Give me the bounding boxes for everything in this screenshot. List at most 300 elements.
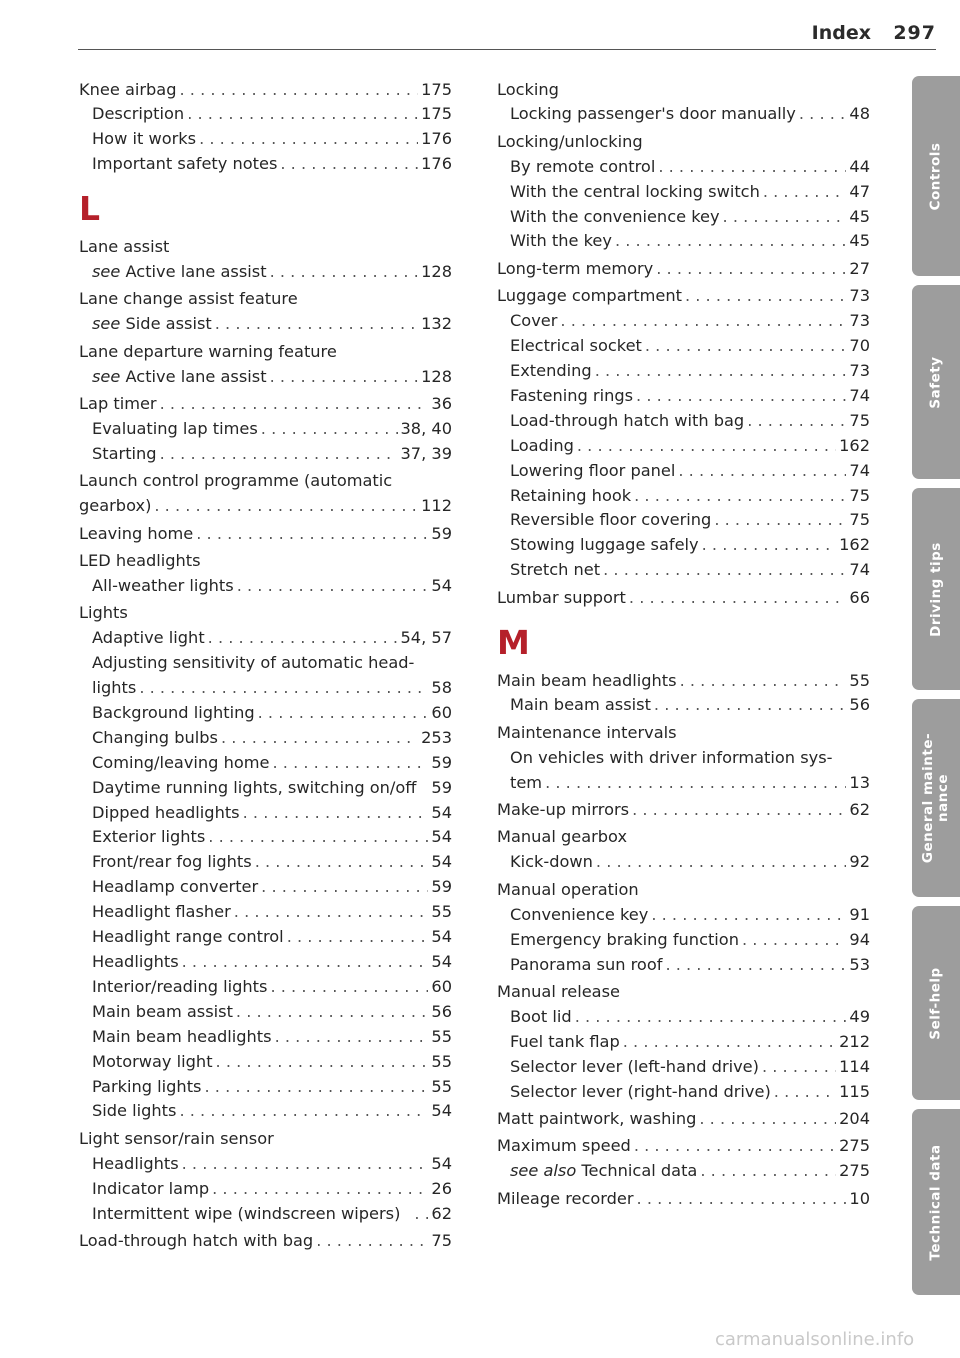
leader-dots (575, 1005, 847, 1030)
leader-dots (212, 1177, 428, 1202)
leader-dots (680, 669, 847, 694)
leader-dots (187, 102, 418, 127)
index-entry (497, 284, 870, 309)
index-entry (79, 1127, 452, 1152)
leader-dots (596, 850, 846, 875)
leader-dots (273, 751, 429, 776)
index-subentry (79, 651, 452, 676)
page-reference: 10 (849, 1188, 870, 1208)
entry-label: Headlight range control (92, 927, 284, 947)
index-subentry (497, 558, 870, 583)
leader-dots (160, 392, 429, 417)
leader-dots (270, 260, 419, 285)
page-reference: 66 (849, 587, 870, 607)
index-entry (79, 601, 452, 626)
page-reference: 54 (431, 827, 452, 847)
chapter-tab-self-help[interactable] (912, 906, 960, 1100)
leader-dots (685, 284, 846, 309)
leader-dots (723, 205, 847, 230)
index-subentry (497, 928, 870, 953)
page-reference: 26 (431, 1178, 452, 1198)
leader-dots (316, 1229, 428, 1254)
index-entry (497, 669, 870, 694)
entry-label: Boot lid (510, 1006, 572, 1026)
page-reference: 75 (431, 1230, 452, 1250)
page-reference: 54, 57 (400, 628, 452, 648)
index-subentry (497, 229, 870, 254)
index-subentry (497, 771, 870, 796)
index-subentry (497, 508, 870, 533)
page-reference: 58 (431, 678, 452, 698)
entry-label: Electrical socket (510, 336, 642, 356)
entry-label: Main beam assist (510, 695, 651, 715)
page-reference: 54 (431, 927, 452, 947)
entry-label: Starting (92, 443, 157, 463)
leader-dots (258, 701, 429, 726)
leader-dots (208, 626, 398, 651)
entry-label: Launch control programme (automatic (79, 471, 393, 491)
index-subentry (497, 850, 870, 875)
chapter-tab-label: Controls (927, 142, 944, 210)
index-entry (79, 494, 452, 519)
page-reference: 55 (431, 1076, 452, 1096)
chapter-tab-safety[interactable] (912, 285, 960, 479)
entry-label: Loading (510, 435, 574, 455)
entry-label: Kick-down (510, 852, 593, 872)
leader-dots (414, 1202, 428, 1227)
entry-text (510, 1159, 697, 1184)
leader-dots (182, 950, 429, 975)
page-reference: 73 (849, 311, 870, 331)
page-reference: 212 (839, 1031, 870, 1051)
index-column-right (497, 75, 870, 1212)
page-reference: 38, 40 (400, 418, 452, 438)
entry-label: Main beam assist (92, 1001, 233, 1021)
leader-dots (287, 925, 429, 950)
index-subentry (79, 950, 452, 975)
index-subentry (79, 1099, 452, 1124)
page-reference: 48 (849, 104, 870, 124)
leader-dots (208, 825, 428, 850)
entry-label: Knee airbag (79, 79, 177, 99)
leader-dots (199, 127, 418, 152)
index-subentry (79, 751, 452, 776)
entry-label: Important safety notes (92, 154, 278, 174)
leader-dots (656, 257, 846, 282)
entry-label: With the central locking switch (510, 181, 760, 201)
leader-dots (799, 102, 847, 127)
index-subentry (79, 442, 452, 467)
leader-dots (545, 771, 846, 796)
entry-label: Evaluating lap times (92, 418, 258, 438)
index-subentry (79, 1152, 452, 1177)
leader-dots (603, 558, 846, 583)
page-reference: 70 (849, 336, 870, 356)
leader-dots (623, 1030, 836, 1055)
entry-text (92, 365, 267, 390)
page-reference: 162 (839, 535, 870, 555)
leader-dots (577, 434, 836, 459)
index-entry (497, 878, 870, 903)
entry-label: Selector lever (left-hand drive) (510, 1056, 759, 1076)
page-reference: 54 (431, 1101, 452, 1121)
page-reference: 162 (839, 435, 870, 455)
page-reference: 54 (431, 802, 452, 822)
leader-dots (139, 676, 428, 701)
leader-dots (637, 1187, 847, 1212)
chapter-tab-controls[interactable] (912, 76, 960, 276)
index-entry (497, 1187, 870, 1212)
leader-dots (645, 334, 847, 359)
entry-label: Selector lever (right-hand drive) (510, 1081, 771, 1101)
page-reference: 59 (431, 877, 452, 897)
leader-dots (615, 229, 846, 254)
leader-dots (747, 409, 846, 434)
leader-dots (234, 900, 429, 925)
index-subentry (79, 102, 452, 127)
section-letter: L (79, 189, 101, 229)
index-subentry (497, 693, 870, 718)
leader-dots (700, 1159, 836, 1184)
index-subentry (79, 1202, 452, 1227)
entry-label: Make-up mirrors (497, 800, 630, 820)
entry-label: Main beam headlights (497, 670, 677, 690)
leader-dots (658, 155, 846, 180)
page-reference: 132 (421, 314, 452, 334)
page-reference: 56 (849, 695, 870, 715)
index-entry (497, 586, 870, 611)
page-reference: 115 (839, 1081, 870, 1101)
entry-label: Adjusting sensitivity of automatic head- (92, 653, 415, 673)
index-entry (497, 1134, 870, 1159)
page-reference: 59 (431, 777, 452, 797)
page-reference: 36 (431, 394, 452, 414)
chapter-tab-technical-data[interactable] (912, 1109, 960, 1295)
entry-label: Stretch net (510, 560, 601, 580)
index-subentry (497, 533, 870, 558)
entry-label: Changing bulbs (92, 727, 218, 747)
leader-dots (636, 384, 846, 409)
index-subentry (497, 459, 870, 484)
page-reference: 114 (839, 1056, 870, 1076)
entry-label: Main beam headlights (92, 1026, 272, 1046)
leader-dots (742, 928, 846, 953)
header-rule (78, 49, 936, 50)
entry-label: Technical data (581, 1161, 698, 1181)
page-reference: 94 (849, 929, 870, 949)
leader-dots (762, 1055, 836, 1080)
entry-label: Side assist (125, 314, 212, 334)
index-subentry (79, 574, 452, 599)
index-subentry (497, 359, 870, 384)
page-reference: 59 (431, 523, 452, 543)
index-subentry (79, 1177, 452, 1202)
entry-label: Convenience key (510, 904, 649, 924)
chapter-tab-label: Driving tips (927, 541, 944, 637)
entry-label: Leaving home (79, 523, 194, 543)
index-subentry (497, 1005, 870, 1030)
page-reference: 175 (421, 104, 452, 124)
entry-label: With the key (510, 231, 612, 251)
leader-dots (221, 726, 418, 751)
index-entry (497, 798, 870, 823)
index-entry (79, 235, 452, 260)
section-letter: M (497, 622, 530, 662)
entry-label: Matt paintwork, washing (497, 1108, 697, 1128)
page-reference: 55 (431, 902, 452, 922)
entry-label: Active lane assist (125, 262, 267, 282)
page-reference: 176 (421, 154, 452, 174)
index-entry (497, 721, 870, 746)
page-reference: 175 (421, 79, 452, 99)
page-reference: 60 (431, 976, 452, 996)
page-reference: 60 (431, 702, 452, 722)
leader-dots (261, 875, 428, 900)
index-subentry (79, 776, 452, 801)
page-reference: 74 (849, 460, 870, 480)
entry-label: Fastening rings (510, 385, 634, 405)
entry-label: gearbox) (79, 496, 152, 516)
leader-dots (665, 953, 846, 978)
leader-dots (216, 1050, 429, 1075)
page-reference: 62 (431, 1203, 452, 1223)
page-reference: 54 (431, 1153, 452, 1173)
entry-label: Adaptive light (92, 628, 205, 648)
index-entry (497, 78, 870, 103)
entry-label: Front/rear fog lights (92, 852, 252, 872)
entry-label: Maximum speed (497, 1136, 631, 1156)
index-subentry (497, 409, 870, 434)
entry-label: Lane assist (79, 237, 170, 257)
entry-label: Retaining hook (510, 485, 632, 505)
leader-dots (179, 1099, 428, 1124)
index-subentry (79, 1050, 452, 1075)
entry-label: LED headlights (79, 551, 201, 570)
leader-dots (763, 180, 847, 205)
index-subentry (79, 925, 452, 950)
page-reference: 91 (849, 904, 870, 924)
entry-text (92, 260, 267, 285)
chapter-tab-general-mainte-nance[interactable] (912, 699, 960, 897)
index-entry (79, 1229, 452, 1254)
page-reference: 75 (849, 410, 870, 430)
leader-dots (261, 417, 398, 442)
entry-label: By remote control (510, 156, 656, 176)
page-title: Index (811, 22, 871, 44)
index-subentry (497, 434, 870, 459)
index-subentry (79, 825, 452, 850)
page-reference: 204 (839, 1108, 870, 1128)
leader-dots (179, 78, 418, 103)
page-reference: 62 (849, 800, 870, 820)
entry-label: With the convenience key (510, 206, 720, 226)
index-subentry (79, 975, 452, 1000)
index-subentry (79, 701, 452, 726)
index-subentry (497, 746, 870, 771)
index-subentry (79, 900, 452, 925)
leader-dots (236, 1000, 428, 1025)
entry-label: Description (92, 104, 185, 124)
page-reference: 74 (849, 385, 870, 405)
index-subentry (79, 676, 452, 701)
entry-label: Daytime running lights, switching on/off (92, 777, 417, 797)
index-subentry (497, 484, 870, 509)
leader-dots (595, 359, 847, 384)
entry-label: Intermittent wipe (windscreen wipers) (92, 1203, 401, 1223)
index-subentry (79, 875, 452, 900)
page-reference: 74 (849, 560, 870, 580)
leader-dots (632, 798, 846, 823)
index-subentry (497, 102, 870, 127)
entry-label: Locking/unlocking (497, 131, 643, 151)
page-reference: 73 (849, 286, 870, 306)
index-entry (497, 1107, 870, 1132)
page-reference: 27 (849, 258, 870, 278)
entry-label: Dipped headlights (92, 802, 240, 822)
entry-label: Active lane assist (125, 366, 267, 386)
page-reference: 37, 39 (400, 443, 452, 463)
entry-label: All-weather lights (92, 575, 234, 595)
index-subentry (79, 152, 452, 177)
index-subentry (497, 205, 870, 230)
watermark: carmanualsonline.info (715, 1329, 915, 1350)
leader-dots (196, 522, 428, 547)
page-reference: 128 (421, 262, 452, 282)
index-entry (79, 549, 452, 574)
entry-label: Load-through hatch with bag (79, 1230, 314, 1250)
index-entry (79, 392, 452, 417)
leader-dots (629, 586, 846, 611)
page-reference: 275 (839, 1136, 870, 1156)
index-subentry (79, 1000, 452, 1025)
leader-dots (634, 484, 846, 509)
index-entry (79, 287, 452, 312)
leader-dots (699, 1107, 836, 1132)
index-column-left (79, 75, 452, 1254)
entry-label: Headlights (92, 952, 179, 971)
leader-dots (270, 365, 419, 390)
page-reference: 45 (849, 231, 870, 251)
leader-dots (255, 850, 429, 875)
entry-label: Lane departure warning feature (79, 341, 337, 361)
index-subentry (79, 850, 452, 875)
entry-label: Indicator lamp (92, 1178, 210, 1198)
see-reference: see also (510, 1161, 577, 1181)
index-entry (497, 980, 870, 1005)
index-subentry (79, 365, 452, 390)
page-reference: 54 (431, 852, 452, 872)
page-reference: 253 (421, 727, 452, 747)
entry-label: Reversible floor covering (510, 510, 712, 530)
index-subentry (79, 417, 452, 442)
index-subentry (79, 626, 452, 651)
entry-label: Long-term memory (497, 258, 654, 278)
entry-label: Lane change assist feature (79, 289, 298, 309)
leader-dots (714, 508, 846, 533)
entry-label: Headlights (92, 1153, 179, 1173)
leader-dots (774, 1080, 836, 1105)
entry-label: tem (510, 772, 543, 792)
chapter-tab-label: Technical data (927, 1143, 944, 1261)
leader-dots (560, 309, 846, 334)
index-subentry (497, 903, 870, 928)
entry-label: Lights (79, 603, 128, 623)
index-subentry (79, 260, 452, 285)
page-reference: 92 (849, 852, 870, 872)
index-subentry (497, 334, 870, 359)
page-reference: 73 (849, 360, 870, 380)
entry-label: Fuel tank flap (510, 1031, 620, 1051)
page-reference: 75 (849, 485, 870, 505)
entry-label: lights (92, 678, 137, 698)
entry-label: Side lights (92, 1101, 177, 1121)
leader-dots (634, 1134, 836, 1159)
page-reference: 45 (849, 206, 870, 226)
entry-label: Load-through hatch with bag (510, 410, 745, 430)
leader-dots (215, 312, 418, 337)
entry-label: How it works (92, 129, 197, 149)
see-reference: see (92, 262, 121, 282)
index-entry (497, 257, 870, 282)
leader-dots (654, 693, 846, 718)
entry-label: Panorama sun roof (510, 954, 663, 974)
page-reference: 54 (431, 575, 452, 595)
index-entry (79, 522, 452, 547)
chapter-tab-label: Safety (927, 355, 944, 409)
index-subentry (497, 953, 870, 978)
index-entry (497, 825, 870, 850)
entry-label: On vehicles with driver information sys- (510, 747, 833, 767)
index-entry (79, 78, 452, 103)
chapter-tab-label: Self-help (927, 966, 944, 1040)
entry-label: Locking (497, 79, 559, 99)
leader-dots (651, 903, 846, 928)
index-subentry (497, 1030, 870, 1055)
index-subentry (79, 801, 452, 826)
entry-label: Luggage compartment (497, 286, 682, 306)
page-reference: 176 (421, 129, 452, 149)
leader-dots (237, 574, 429, 599)
page-reference: 13 (849, 772, 870, 792)
index-entry (497, 130, 870, 155)
page-number: 297 (893, 22, 936, 44)
entry-label: Stowing luggage safely (510, 535, 699, 555)
index-subentry (79, 312, 452, 337)
leader-dots (182, 1152, 429, 1177)
page-reference: 54 (431, 952, 452, 971)
entry-label: Maintenance intervals (497, 722, 677, 742)
see-reference: see (92, 366, 121, 386)
page-reference: 55 (431, 1051, 452, 1071)
leader-dots (280, 152, 418, 177)
entry-label: Background lighting (92, 702, 255, 722)
index-subentry (497, 1159, 870, 1184)
page-reference: 55 (431, 1026, 452, 1046)
page-reference: 128 (421, 366, 452, 386)
entry-label: Headlight flasher (92, 902, 231, 922)
entry-label: Light sensor/rain sensor (79, 1128, 274, 1148)
page-reference: 47 (849, 181, 870, 201)
leader-dots (160, 442, 398, 467)
index-subentry (79, 127, 452, 152)
leader-dots (243, 801, 429, 826)
leader-dots (275, 1025, 429, 1050)
page-reference: 59 (431, 752, 452, 772)
index-subentry (497, 384, 870, 409)
index-subentry (79, 726, 452, 751)
chapter-tab-driving-tips[interactable] (912, 488, 960, 690)
entry-label: Locking passenger's door manually (510, 104, 796, 124)
